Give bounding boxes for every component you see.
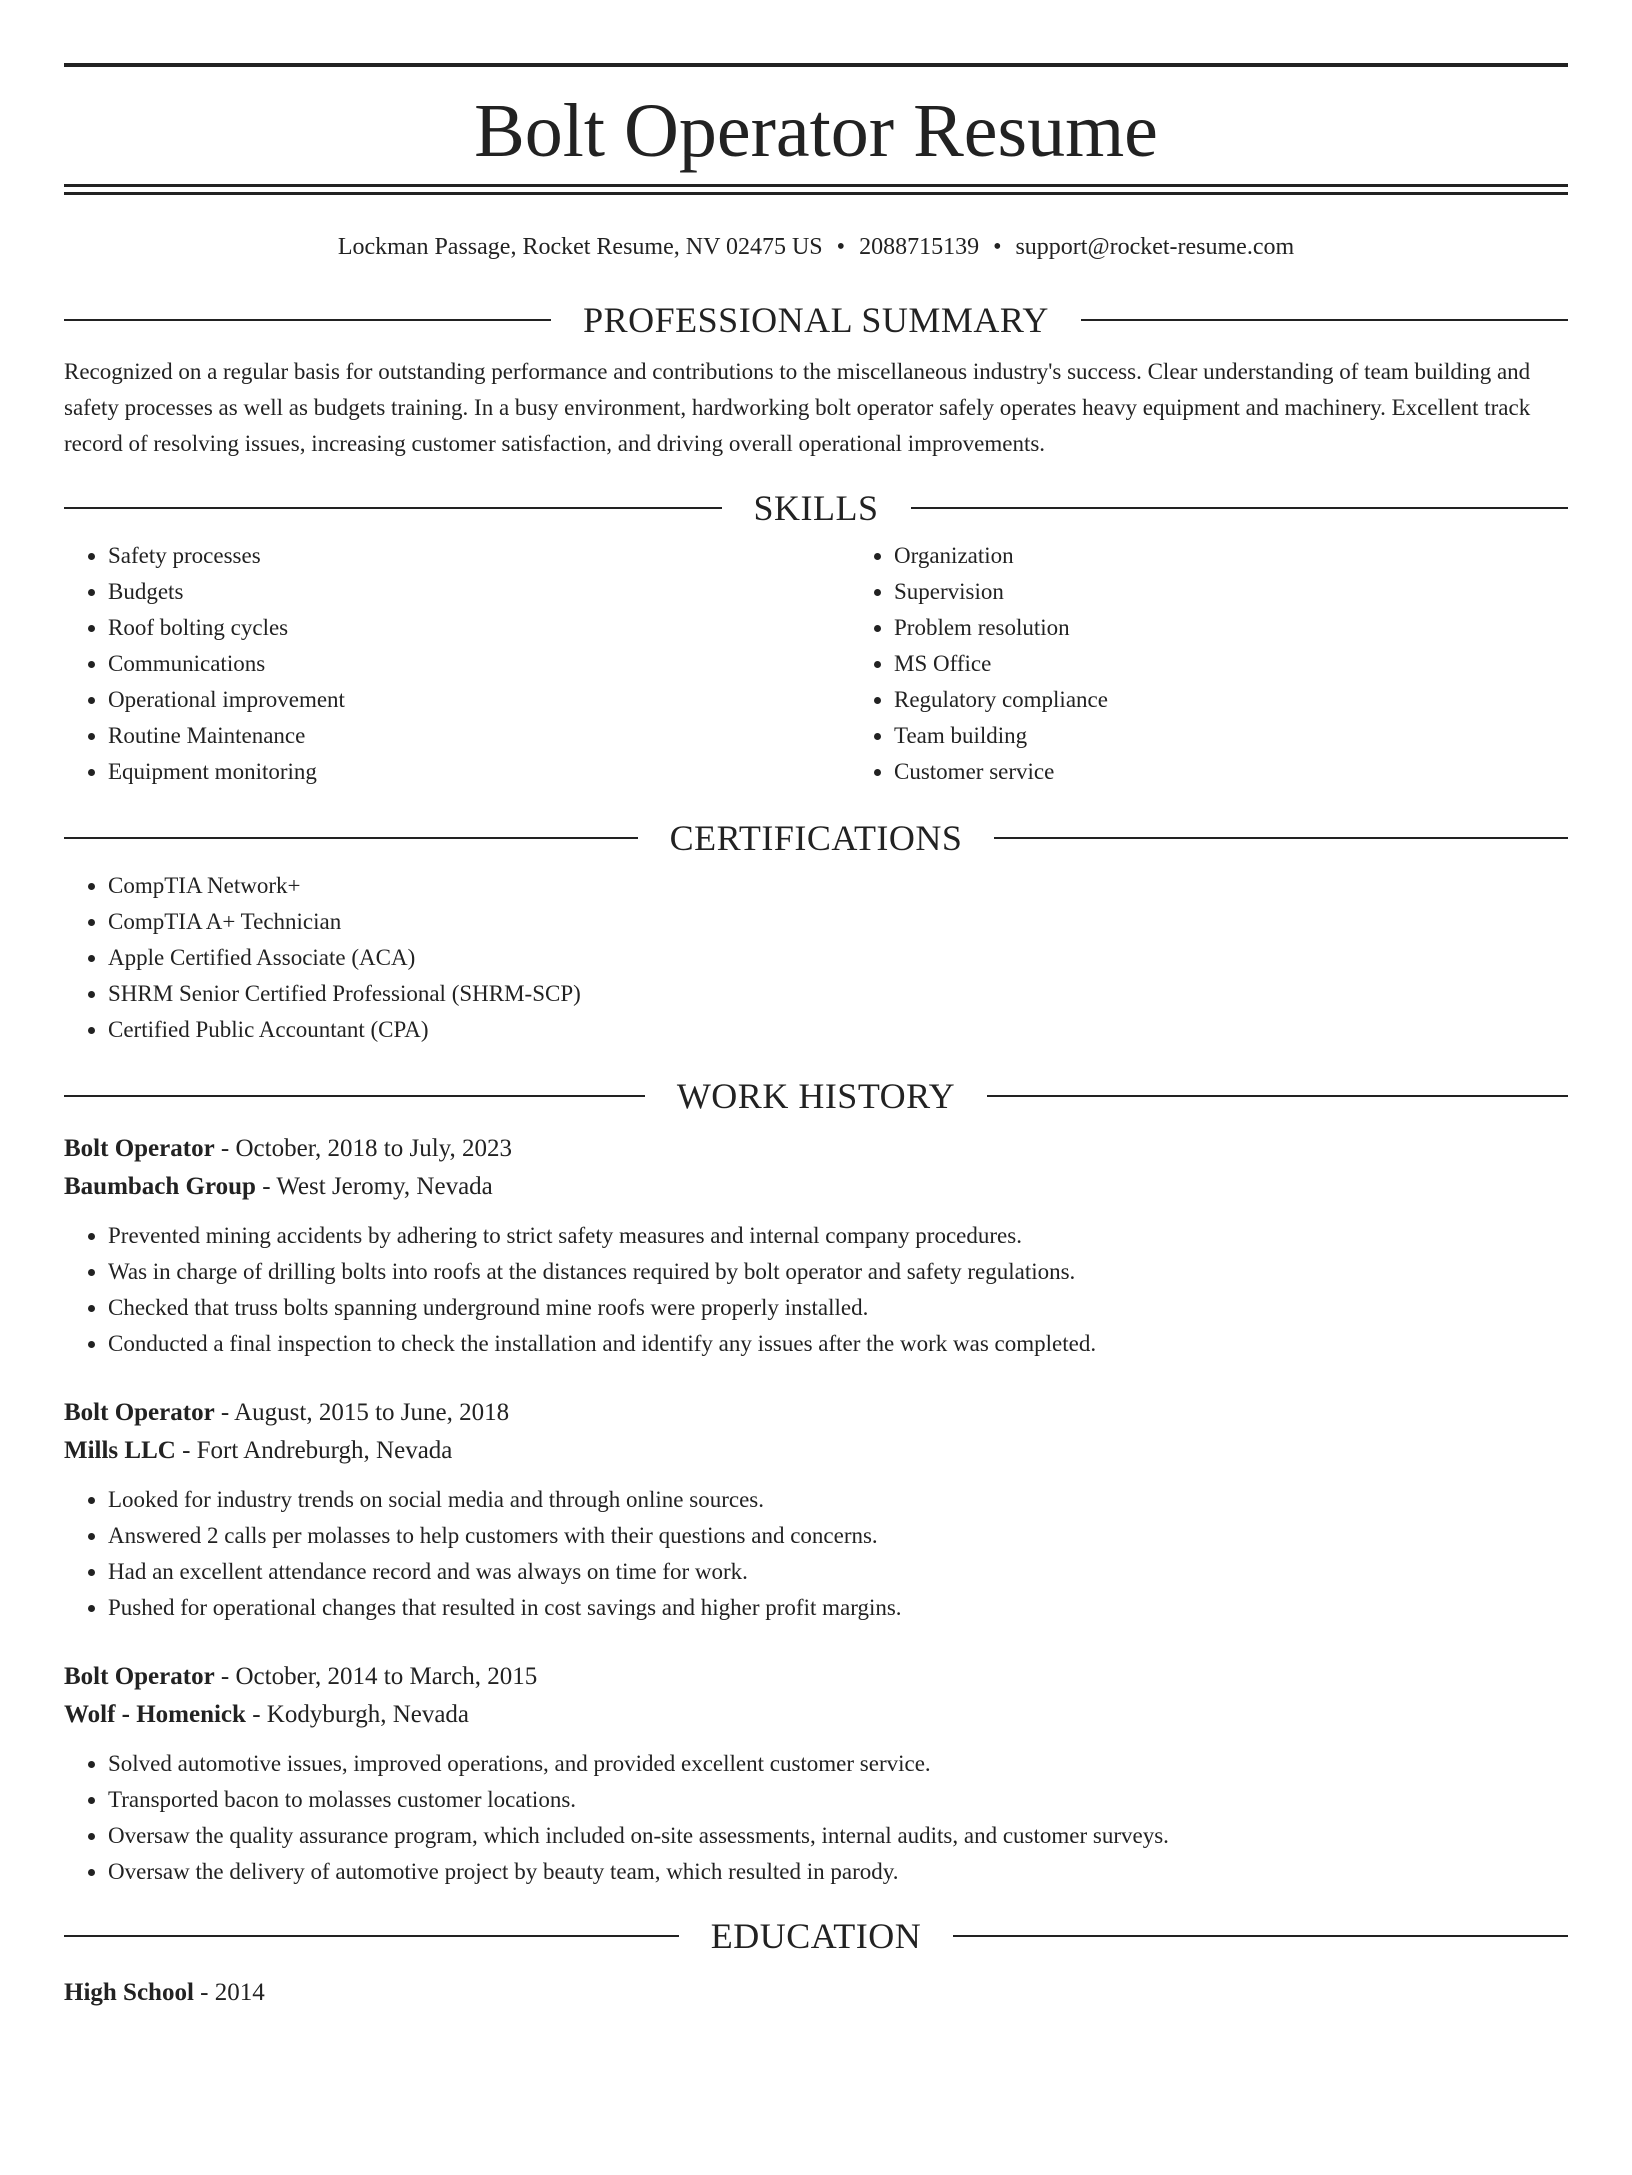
skills-column-left: [64, 538, 850, 790]
job-bullet: • Was in charge of drilling bolts into roofs at the distances required by bolt operator and safety regulations.: [108, 1254, 1568, 1290]
job-bullet: • Transported bacon to molasses customer locations.: [108, 1782, 1568, 1818]
job-bullet: • Prevented mining accidents by adhering to strict safety measures and internal company procedures.: [108, 1218, 1568, 1254]
divider-line: [911, 507, 1569, 509]
certification-item: • SHRM Senior Certified Professional (SHRM-SCP): [108, 976, 1568, 1012]
job-company: Baumbach Group: [64, 1173, 256, 1200]
resume-page: [0, 63, 1632, 2175]
skill-item: • Budgets: [108, 574, 850, 610]
job-company-line: [64, 1432, 1568, 1470]
divider-line: [1081, 319, 1568, 321]
contact-phone[interactable]: 2088715139: [859, 234, 980, 260]
job-company: Mills LLC: [64, 1437, 176, 1464]
certification-item: • CompTIA Network+: [108, 868, 1568, 904]
job-bullet: • Pushed for operational changes that resulted in cost savings and higher profit margins.: [108, 1590, 1568, 1626]
title-rule-bottom: [64, 184, 1568, 195]
skill-item: • Roof bolting cycles: [108, 610, 850, 646]
contact-line: [64, 232, 1568, 262]
summary-text: Recognized on a regular basis for outstanding performance and contributions to the miscellaneous industry's success. Clear understanding of team building and safety processes as well as budgets training. In a busy environment, hardworking bolt operator safely operates heavy equipment and machinery. Excellent track record of resolving issues, increasing customer satisfaction, and driving overall operational improvements.: [64, 359, 1531, 456]
skills-list: [64, 538, 1568, 790]
job-bullet: • Looked for industry trends on social media and through online sources.: [108, 1482, 1568, 1518]
skill-item: • Team building: [894, 718, 1108, 754]
job-location: - Kodyburgh, Nevada: [245, 1701, 470, 1728]
section-heading-skills: [64, 488, 1568, 528]
divider-line: [64, 837, 638, 839]
education-year: - 2014: [193, 1979, 265, 2006]
job-title: Bolt Operator: [64, 1399, 215, 1426]
job-company-line: [64, 1696, 1568, 1734]
divider-line: [64, 507, 722, 509]
job-title-line: [64, 1658, 1568, 1696]
job-entry: [64, 1394, 1568, 1626]
job-location: - West Jeromy, Nevada: [255, 1173, 493, 1200]
skill-item: • Customer service: [894, 754, 1108, 790]
job-title: Bolt Operator: [64, 1663, 215, 1690]
section-title: SKILLS: [753, 488, 879, 528]
skill-item: • MS Office: [894, 646, 1108, 682]
section-heading-certifications: [64, 818, 1568, 858]
job-company-line: [64, 1168, 1568, 1206]
certifications-list: [64, 868, 1568, 1048]
job-bullet: • Checked that truss bolts spanning underground mine roofs were properly installed.: [108, 1290, 1568, 1326]
skill-item: • Organization: [894, 538, 1108, 574]
job-bullet: • Answered 2 calls per molasses to help customers with their questions and concerns.: [108, 1518, 1568, 1554]
section-title: WORK HISTORY: [676, 1076, 956, 1116]
education-entry: [64, 1974, 1568, 2012]
skill-item: • Regulatory compliance: [894, 682, 1108, 718]
page-title: Bolt Operator Resume: [474, 89, 1158, 173]
job-dates: - October, 2018 to July, 2023: [214, 1135, 513, 1162]
job-entry: [64, 1658, 1568, 1890]
job-dates: - October, 2014 to March, 2015: [214, 1663, 538, 1690]
job-title: Bolt Operator: [64, 1135, 215, 1162]
section-heading-summary: [64, 300, 1568, 340]
certification-item: • CompTIA A+ Technician: [108, 904, 1568, 940]
divider-line: [953, 1935, 1568, 1937]
skill-item: • Routine Maintenance: [108, 718, 850, 754]
job-bullet: • Solved automotive issues, improved operations, and provided excellent customer service.: [108, 1746, 1568, 1782]
job-title-line: [64, 1394, 1568, 1432]
job-company: Wolf - Homenick: [64, 1701, 246, 1728]
skill-item: • Problem resolution: [894, 610, 1108, 646]
job-bullets: [64, 1218, 1568, 1362]
certification-item: • Certified Public Accountant (CPA): [108, 1012, 1568, 1048]
job-location: - Fort Andreburgh, Nevada: [175, 1437, 453, 1464]
section-heading-work-history: [64, 1076, 1568, 1116]
section-heading-education: [64, 1916, 1568, 1956]
divider-line: [987, 1095, 1568, 1097]
skill-item: • Supervision: [894, 574, 1108, 610]
job-bullets: [64, 1482, 1568, 1626]
contact-email[interactable]: support@rocket-resume.com: [1015, 234, 1295, 260]
certification-item: • Apple Certified Associate (ACA): [108, 940, 1568, 976]
contact-separator: •: [836, 234, 846, 260]
job-entry: [64, 1130, 1568, 1362]
job-dates: - August, 2015 to June, 2018: [214, 1399, 510, 1426]
skill-item: • Equipment monitoring: [108, 754, 850, 790]
contact-address: Lockman Passage, Rocket Resume, NV 02475 US: [337, 234, 823, 260]
skills-column-right: [850, 538, 1108, 790]
job-bullet: • Oversaw the quality assurance program, which included on-site assessments, internal audits, and customer surveys.: [108, 1818, 1568, 1854]
divider-line: [64, 1095, 645, 1097]
divider-line: [64, 319, 551, 321]
job-title-line: [64, 1130, 1568, 1168]
skill-item: • Communications: [108, 646, 850, 682]
skill-item: • Operational improvement: [108, 682, 850, 718]
job-bullets: [64, 1746, 1568, 1890]
section-title: PROFESSIONAL SUMMARY: [583, 300, 1049, 340]
skill-item: • Safety processes: [108, 538, 850, 574]
job-bullet: • Conducted a final inspection to check the installation and identify any issues after the work was completed.: [108, 1326, 1568, 1362]
section-title: EDUCATION: [710, 1916, 922, 1956]
contact-separator: •: [993, 234, 1002, 260]
job-bullet: • Oversaw the delivery of automotive project by beauty team, which resulted in parody.: [108, 1854, 1568, 1890]
job-bullet: • Had an excellent attendance record and was always on time for work.: [108, 1554, 1568, 1590]
divider-line: [64, 1935, 679, 1937]
divider-line: [994, 837, 1568, 839]
section-title: CERTIFICATIONS: [669, 818, 963, 858]
education-degree: High School: [64, 1979, 194, 2006]
